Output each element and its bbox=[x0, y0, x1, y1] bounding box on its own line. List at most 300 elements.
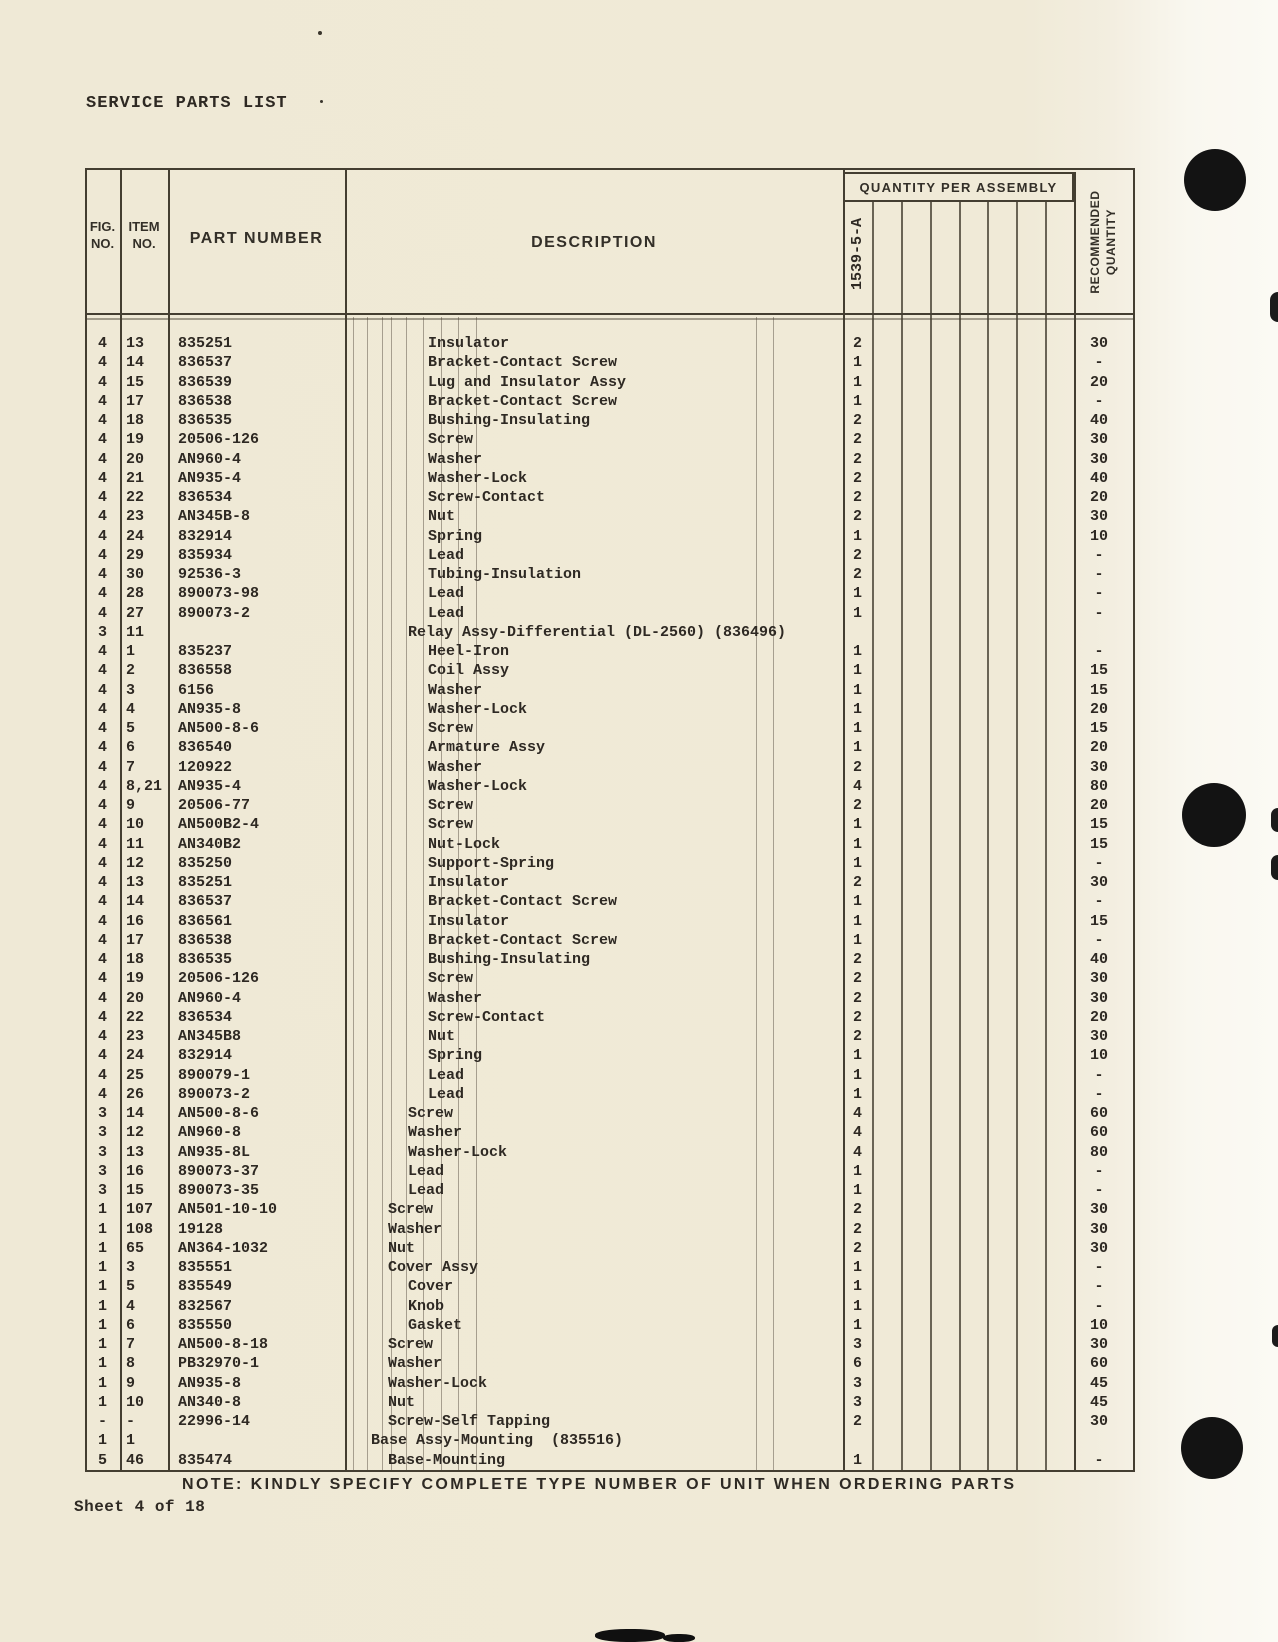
item-no-cell: 8,21 bbox=[126, 777, 163, 795]
recommended-qty-cell: 60 bbox=[1089, 1105, 1108, 1122]
qty-empty-columns bbox=[872, 1374, 1074, 1393]
page-edge-mark bbox=[1271, 808, 1278, 832]
qty-empty-columns bbox=[872, 1412, 1074, 1431]
qty-empty-columns bbox=[872, 1316, 1074, 1335]
recommended-qty-cell: - bbox=[1094, 893, 1104, 911]
fig-no-cell: 1 bbox=[97, 1201, 107, 1219]
qty-per-assembly-cell: 1 bbox=[852, 1316, 862, 1334]
item-no-cell: 24 bbox=[126, 527, 145, 545]
table-rows bbox=[85, 334, 1134, 1470]
table-row bbox=[85, 430, 1134, 449]
fig-no-cell: 4 bbox=[97, 469, 107, 487]
recommended-qty-cell: 10 bbox=[1089, 1316, 1108, 1334]
description-cell: Nut-Lock bbox=[428, 835, 501, 853]
fig-no-cell: 4 bbox=[97, 681, 107, 699]
part-number-cell: 836537 bbox=[178, 893, 233, 911]
qty-empty-columns bbox=[872, 1451, 1074, 1470]
recommended-qty-cell: 30 bbox=[1089, 1028, 1108, 1045]
fig-no-cell: 4 bbox=[97, 335, 107, 352]
description-cell: Washer-Lock bbox=[428, 700, 528, 718]
description-cell: Washer bbox=[428, 758, 483, 776]
table-row bbox=[85, 450, 1134, 469]
recommended-qty-cell: 20 bbox=[1089, 739, 1108, 757]
description-cell: Washer bbox=[388, 1220, 443, 1238]
recommended-qty-cell: 30 bbox=[1089, 1220, 1108, 1238]
qty-empty-columns bbox=[872, 931, 1074, 950]
qty-empty-columns bbox=[872, 1431, 1074, 1450]
fig-no-cell: 4 bbox=[97, 893, 107, 911]
description-cell: Washer-Lock bbox=[388, 1374, 488, 1392]
item-no-cell: 108 bbox=[126, 1220, 154, 1238]
qty-per-assembly-cell: 1 bbox=[852, 931, 862, 949]
recommended-qty-cell: 30 bbox=[1089, 508, 1108, 526]
description-cell: Screw bbox=[428, 816, 474, 834]
qty-empty-columns bbox=[872, 642, 1074, 661]
item-no-cell: 11 bbox=[126, 623, 145, 641]
part-number-cell bbox=[168, 623, 345, 642]
table-row bbox=[85, 1335, 1134, 1354]
description-cell: Base Assy-Mounting (835516) bbox=[371, 1432, 624, 1450]
header-description: DESCRIPTION bbox=[531, 234, 657, 251]
recommended-qty-cell: 15 bbox=[1089, 662, 1108, 680]
qty-empty-columns bbox=[872, 430, 1074, 449]
part-number-cell bbox=[168, 1431, 345, 1450]
table-row bbox=[85, 334, 1134, 353]
description-cell: Spring bbox=[428, 527, 483, 545]
item-no-cell: 65 bbox=[126, 1239, 145, 1257]
qty-empty-columns bbox=[872, 873, 1074, 892]
item-no-cell: 23 bbox=[126, 508, 145, 526]
qty-per-assembly-cell: 1 bbox=[852, 893, 862, 911]
item-no-cell: 9 bbox=[126, 1374, 136, 1392]
item-no-cell: 9 bbox=[126, 797, 136, 814]
table-row bbox=[85, 546, 1134, 565]
part-number-cell: 832914 bbox=[178, 527, 233, 545]
qty-per-assembly-cell: 1 bbox=[852, 585, 862, 603]
punch-hole bbox=[1184, 149, 1246, 211]
qty-empty-columns bbox=[872, 450, 1074, 469]
qty-empty-columns bbox=[872, 1277, 1074, 1296]
table-row bbox=[85, 584, 1134, 603]
recommended-qty-cell: 15 bbox=[1089, 912, 1108, 930]
qty-per-assembly-cell: 1 bbox=[852, 681, 862, 699]
qty-per-assembly-cell: 6 bbox=[852, 1355, 862, 1373]
recommended-qty-cell: 45 bbox=[1089, 1393, 1108, 1411]
fig-no-cell: 4 bbox=[97, 354, 107, 372]
fig-no-cell: 4 bbox=[97, 412, 107, 429]
item-no-cell: 16 bbox=[126, 1162, 145, 1180]
qty-per-assembly-cell: 2 bbox=[852, 951, 862, 968]
item-no-cell: 5 bbox=[126, 1278, 136, 1296]
part-number-cell: 832914 bbox=[178, 1047, 233, 1065]
qty-empty-columns bbox=[872, 1143, 1074, 1162]
recommended-qty-cell: 30 bbox=[1089, 1336, 1108, 1353]
table-row bbox=[85, 1123, 1134, 1142]
qty-per-assembly-cell: 1 bbox=[852, 1182, 862, 1199]
description-cell: Washer-Lock bbox=[428, 777, 528, 795]
part-number-cell: AN345B-8 bbox=[178, 508, 251, 526]
fig-no-cell: 1 bbox=[97, 1393, 107, 1411]
part-number-cell: 890073-2 bbox=[178, 1085, 251, 1103]
fig-no-cell: 4 bbox=[97, 758, 107, 776]
description-cell: Base-Mounting bbox=[388, 1451, 506, 1469]
qty-per-assembly-cell: 2 bbox=[852, 1008, 862, 1026]
recommended-qty-cell bbox=[1074, 623, 1134, 642]
recommended-qty-cell: 15 bbox=[1089, 835, 1108, 853]
table-border-bottom bbox=[85, 1470, 1135, 1472]
qty-empty-columns bbox=[872, 1200, 1074, 1219]
recommended-qty-cell: 15 bbox=[1089, 816, 1108, 834]
header-item-line1: ITEM bbox=[128, 219, 160, 234]
recommended-qty-cell: 30 bbox=[1089, 1413, 1108, 1430]
qty-per-assembly-cell: 2 bbox=[852, 335, 862, 352]
description-cell: Bushing-Insulating bbox=[428, 951, 591, 968]
fig-no-cell: 4 bbox=[97, 912, 107, 930]
recommended-qty-cell: 40 bbox=[1089, 951, 1108, 968]
description-cell: Screw bbox=[388, 1201, 434, 1219]
description-cell: Armature Assy bbox=[428, 739, 546, 757]
description-cell: Insulator bbox=[428, 335, 510, 352]
table-row bbox=[85, 681, 1134, 700]
description-cell: Lead bbox=[428, 604, 465, 622]
table-row bbox=[85, 1027, 1134, 1046]
table-row bbox=[85, 1200, 1134, 1219]
fig-no-cell: 4 bbox=[97, 604, 107, 622]
table-row bbox=[85, 873, 1134, 892]
recommended-qty-cell: 30 bbox=[1089, 1239, 1108, 1257]
part-number-cell: 890079-1 bbox=[178, 1066, 251, 1084]
qty-empty-columns bbox=[872, 623, 1074, 642]
item-no-cell: 21 bbox=[126, 469, 145, 487]
item-no-cell: 20 bbox=[126, 450, 145, 468]
qty-per-assembly-cell: 2 bbox=[852, 758, 862, 776]
qty-per-assembly-cell bbox=[843, 1431, 872, 1450]
qty-empty-columns bbox=[872, 835, 1074, 854]
qty-empty-columns bbox=[872, 469, 1074, 488]
qty-empty-columns bbox=[872, 719, 1074, 738]
qty-per-assembly-cell bbox=[843, 623, 872, 642]
part-number-cell: 890073-37 bbox=[178, 1162, 260, 1180]
description-cell: Lead bbox=[428, 1066, 465, 1084]
description-cell: Screw bbox=[388, 1336, 434, 1353]
description-cell: Cover bbox=[408, 1278, 454, 1296]
qty-per-assembly-cell: 4 bbox=[852, 1143, 862, 1161]
fig-no-cell: 4 bbox=[97, 373, 107, 391]
fig-no-cell: 4 bbox=[97, 816, 107, 834]
description-cell: Screw bbox=[428, 720, 474, 737]
qty-empty-columns bbox=[872, 777, 1074, 796]
recommended-qty-cell: 80 bbox=[1089, 1143, 1108, 1161]
description-cell: Nut bbox=[388, 1393, 416, 1411]
table-row bbox=[85, 758, 1134, 777]
qty-empty-columns bbox=[872, 1162, 1074, 1181]
qty-empty-columns bbox=[872, 546, 1074, 565]
fig-no-cell: 1 bbox=[97, 1316, 107, 1334]
description-cell: Knob bbox=[408, 1297, 445, 1315]
fig-no-cell: 3 bbox=[97, 1105, 107, 1122]
table-row bbox=[85, 623, 1134, 642]
recommended-qty-cell: - bbox=[1094, 1066, 1104, 1084]
part-number-cell: 835934 bbox=[178, 546, 233, 564]
description-cell: Lead bbox=[428, 585, 465, 603]
qty-empty-columns bbox=[872, 1335, 1074, 1354]
header-separator-rule-2 bbox=[85, 318, 1135, 320]
scan-speck bbox=[318, 31, 322, 35]
table-row bbox=[85, 700, 1134, 719]
qty-per-assembly-cell: 1 bbox=[852, 527, 862, 545]
recommended-qty-cell: 30 bbox=[1089, 450, 1108, 468]
part-number-cell: 120922 bbox=[178, 758, 233, 776]
table-row bbox=[85, 1316, 1134, 1335]
table-row bbox=[85, 738, 1134, 757]
qty-per-assembly-cell: 2 bbox=[852, 489, 862, 506]
fig-no-cell: - bbox=[97, 1413, 107, 1430]
qty-empty-columns bbox=[872, 411, 1074, 430]
qty-per-assembly-cell: 2 bbox=[852, 508, 862, 526]
qty-empty-columns bbox=[872, 1258, 1074, 1277]
fig-no-cell: 4 bbox=[97, 1066, 107, 1084]
qty-empty-columns bbox=[872, 1239, 1074, 1258]
qty-per-assembly-cell: 1 bbox=[852, 1162, 862, 1180]
recommended-qty-cell: 30 bbox=[1089, 1201, 1108, 1219]
part-number-cell: 835250 bbox=[178, 854, 233, 872]
table-row bbox=[85, 854, 1134, 873]
table-row bbox=[85, 1181, 1134, 1200]
recommended-qty-cell: - bbox=[1094, 585, 1104, 603]
fig-no-cell: 4 bbox=[97, 566, 107, 583]
part-number-cell: 836539 bbox=[178, 373, 233, 391]
table-border-top bbox=[85, 168, 1135, 170]
qty-empty-columns bbox=[872, 353, 1074, 372]
fig-no-cell: 4 bbox=[97, 643, 107, 660]
fig-no-cell: 4 bbox=[97, 450, 107, 468]
part-number-cell: AN935-8L bbox=[178, 1143, 251, 1161]
table-row bbox=[85, 373, 1134, 392]
part-number-cell: 22996-14 bbox=[178, 1413, 251, 1430]
description-cell: Bracket-Contact Screw bbox=[428, 931, 618, 949]
part-number-cell: 835550 bbox=[178, 1316, 233, 1334]
scan-speck bbox=[320, 100, 323, 103]
description-cell: Washer bbox=[428, 681, 483, 699]
item-no-cell: 5 bbox=[126, 720, 136, 737]
table-row bbox=[85, 527, 1134, 546]
item-no-cell: 10 bbox=[126, 816, 145, 834]
qty-per-assembly-cell: 1 bbox=[852, 373, 862, 391]
recommended-qty-cell: - bbox=[1094, 604, 1104, 622]
item-no-cell: 13 bbox=[126, 1143, 145, 1161]
part-number-cell: AN500-8-18 bbox=[178, 1336, 269, 1353]
part-number-cell: AN501-10-10 bbox=[178, 1201, 278, 1219]
qty-empty-columns bbox=[872, 1104, 1074, 1123]
item-no-cell: 6 bbox=[126, 739, 136, 757]
recommended-qty-cell: 30 bbox=[1089, 874, 1108, 891]
item-no-cell: 25 bbox=[126, 1066, 145, 1084]
description-cell: Washer bbox=[408, 1124, 463, 1142]
recommended-qty-cell: - bbox=[1094, 1297, 1104, 1315]
table-row bbox=[85, 1046, 1134, 1065]
recommended-qty-cell: 30 bbox=[1089, 431, 1108, 449]
qty-per-assembly-cell: 2 bbox=[852, 469, 862, 487]
item-no-cell: 107 bbox=[126, 1201, 154, 1219]
table-row bbox=[85, 661, 1134, 680]
item-no-cell: 22 bbox=[126, 1008, 145, 1026]
table-row bbox=[85, 1104, 1134, 1123]
qty-empty-columns bbox=[872, 488, 1074, 507]
qty-per-assembly-cell: 2 bbox=[852, 1028, 862, 1045]
part-number-cell: 20506-126 bbox=[178, 431, 260, 449]
fig-no-cell: 4 bbox=[97, 1008, 107, 1026]
page-title: SERVICE PARTS LIST bbox=[86, 94, 288, 113]
recommended-qty-cell: - bbox=[1094, 546, 1104, 564]
item-no-cell: 1 bbox=[126, 643, 136, 660]
table-row bbox=[85, 1374, 1134, 1393]
ordering-note: NOTE: KINDLY SPECIFY COMPLETE TYPE NUMBER OF UNIT WHEN ORDERING PARTS bbox=[182, 1476, 1017, 1493]
part-number-cell: AN935-4 bbox=[178, 777, 242, 795]
part-number-cell: AN935-8 bbox=[178, 1374, 242, 1392]
qty-empty-columns bbox=[872, 912, 1074, 931]
qty-per-assembly-cell: 1 bbox=[852, 1451, 862, 1469]
qty-per-assembly-cell: 2 bbox=[852, 1220, 862, 1238]
part-number-cell: 835549 bbox=[178, 1278, 233, 1296]
qty-per-assembly-cell: 1 bbox=[852, 1066, 862, 1084]
recommended-qty-cell bbox=[1074, 1431, 1134, 1450]
table-row bbox=[85, 892, 1134, 911]
item-no-cell: 18 bbox=[126, 951, 145, 968]
item-no-cell: 20 bbox=[126, 989, 145, 1007]
part-number-cell: 20506-126 bbox=[178, 970, 260, 988]
part-number-cell: 835474 bbox=[178, 1451, 233, 1469]
description-cell: Support-Spring bbox=[428, 854, 555, 872]
part-number-cell: AN340B2 bbox=[178, 835, 242, 853]
part-number-cell: 836538 bbox=[178, 392, 233, 410]
qty-per-assembly-cell: 2 bbox=[852, 874, 862, 891]
header-item-line2: NO. bbox=[132, 236, 156, 251]
fig-no-cell: 4 bbox=[97, 720, 107, 737]
page-edge-mark bbox=[1270, 292, 1278, 322]
page-edge-mark bbox=[1271, 855, 1278, 880]
table-row bbox=[85, 1354, 1134, 1373]
item-no-cell: 14 bbox=[126, 893, 145, 911]
item-no-cell: 29 bbox=[126, 546, 145, 564]
header-fig-line1: FIG. bbox=[89, 219, 116, 234]
table-row bbox=[85, 777, 1134, 796]
table-row bbox=[85, 1277, 1134, 1296]
qty-empty-columns bbox=[872, 738, 1074, 757]
part-number-cell: AN364-1032 bbox=[178, 1239, 269, 1257]
description-cell: Screw-Contact bbox=[428, 489, 546, 506]
qty-per-assembly-cell: 4 bbox=[852, 777, 862, 795]
item-no-cell: 13 bbox=[126, 335, 145, 352]
description-cell: Bracket-Contact Screw bbox=[428, 354, 618, 372]
item-no-cell: 4 bbox=[126, 1297, 136, 1315]
qty-per-assembly-cell: 2 bbox=[852, 1413, 862, 1430]
header-rec-line2: QUANTITY bbox=[1104, 208, 1118, 276]
qty-empty-columns bbox=[872, 700, 1074, 719]
recommended-qty-cell: - bbox=[1094, 1085, 1104, 1103]
header-assembly-id: 1539-5-A bbox=[848, 218, 866, 291]
description-cell: Lead bbox=[408, 1182, 445, 1199]
description-cell: Screw bbox=[428, 797, 474, 814]
description-cell: Lead bbox=[408, 1162, 445, 1180]
table-row bbox=[85, 604, 1134, 623]
item-no-cell: 30 bbox=[126, 566, 145, 583]
table-row bbox=[85, 1085, 1134, 1104]
fig-no-cell: 1 bbox=[97, 1297, 107, 1315]
table-row bbox=[85, 642, 1134, 661]
part-number-cell: 835251 bbox=[178, 874, 233, 891]
fig-no-cell: 4 bbox=[97, 527, 107, 545]
part-number-cell: 836534 bbox=[178, 1008, 233, 1026]
part-number-cell: 836558 bbox=[178, 662, 233, 680]
item-no-cell: 2 bbox=[126, 662, 136, 680]
item-no-cell: 6 bbox=[126, 1316, 136, 1334]
table-row bbox=[85, 912, 1134, 931]
fig-no-cell: 4 bbox=[97, 970, 107, 988]
recommended-qty-cell: 20 bbox=[1089, 700, 1108, 718]
part-number-cell: AN960-4 bbox=[178, 450, 242, 468]
part-number-cell: 92536-3 bbox=[178, 566, 242, 583]
description-cell: Insulator bbox=[428, 912, 510, 930]
table-row bbox=[85, 411, 1134, 430]
description-cell: Nut bbox=[388, 1239, 416, 1257]
part-number-cell: 835251 bbox=[178, 335, 233, 352]
table-row bbox=[85, 931, 1134, 950]
part-number-cell: AN935-4 bbox=[178, 469, 242, 487]
qty-per-assembly-cell: 1 bbox=[852, 1085, 862, 1103]
qty-per-assembly-cell: 2 bbox=[852, 450, 862, 468]
qty-empty-columns bbox=[872, 1046, 1074, 1065]
fig-no-cell: 1 bbox=[97, 1432, 107, 1450]
part-number-cell: 19128 bbox=[178, 1220, 224, 1238]
fig-no-cell: 4 bbox=[97, 431, 107, 449]
qty-per-assembly-cell: 3 bbox=[852, 1336, 862, 1353]
fig-no-cell: 1 bbox=[97, 1278, 107, 1296]
part-number-cell: 832567 bbox=[178, 1297, 233, 1315]
fig-no-cell: 1 bbox=[97, 1220, 107, 1238]
qty-per-assembly-cell: 3 bbox=[852, 1374, 862, 1392]
recommended-qty-cell: 30 bbox=[1089, 335, 1108, 352]
recommended-qty-cell: 60 bbox=[1089, 1355, 1108, 1373]
fig-no-cell: 3 bbox=[97, 1182, 107, 1199]
item-no-cell: 10 bbox=[126, 1393, 145, 1411]
item-no-cell: 1 bbox=[126, 1432, 136, 1450]
table-row bbox=[85, 835, 1134, 854]
description-cell: Washer bbox=[428, 989, 483, 1007]
qty-per-assembly-cell: 3 bbox=[852, 1393, 862, 1411]
item-no-cell: 46 bbox=[126, 1451, 145, 1469]
qty-empty-columns bbox=[872, 1027, 1074, 1046]
fig-no-cell: 4 bbox=[97, 739, 107, 757]
description-cell: Nut bbox=[428, 508, 456, 526]
qty-per-assembly-cell: 2 bbox=[852, 1201, 862, 1219]
qty-per-assembly-cell: 1 bbox=[852, 1278, 862, 1296]
recommended-qty-cell: 10 bbox=[1089, 527, 1108, 545]
recommended-qty-cell: - bbox=[1094, 854, 1104, 872]
recommended-qty-cell: 20 bbox=[1089, 373, 1108, 391]
qty-empty-columns bbox=[872, 1354, 1074, 1373]
description-cell: Screw-Contact bbox=[428, 1008, 546, 1026]
part-number-cell: AN960-8 bbox=[178, 1124, 242, 1142]
item-no-cell: 18 bbox=[126, 412, 145, 429]
table-row bbox=[85, 469, 1134, 488]
fig-no-cell: 5 bbox=[97, 1451, 107, 1469]
qty-empty-columns bbox=[872, 854, 1074, 873]
description-cell: Lug and Insulator Assy bbox=[428, 373, 627, 391]
table-row bbox=[85, 815, 1134, 834]
item-no-cell: 3 bbox=[126, 681, 136, 699]
part-number-cell: 6156 bbox=[178, 681, 215, 699]
qty-empty-columns bbox=[872, 334, 1074, 353]
